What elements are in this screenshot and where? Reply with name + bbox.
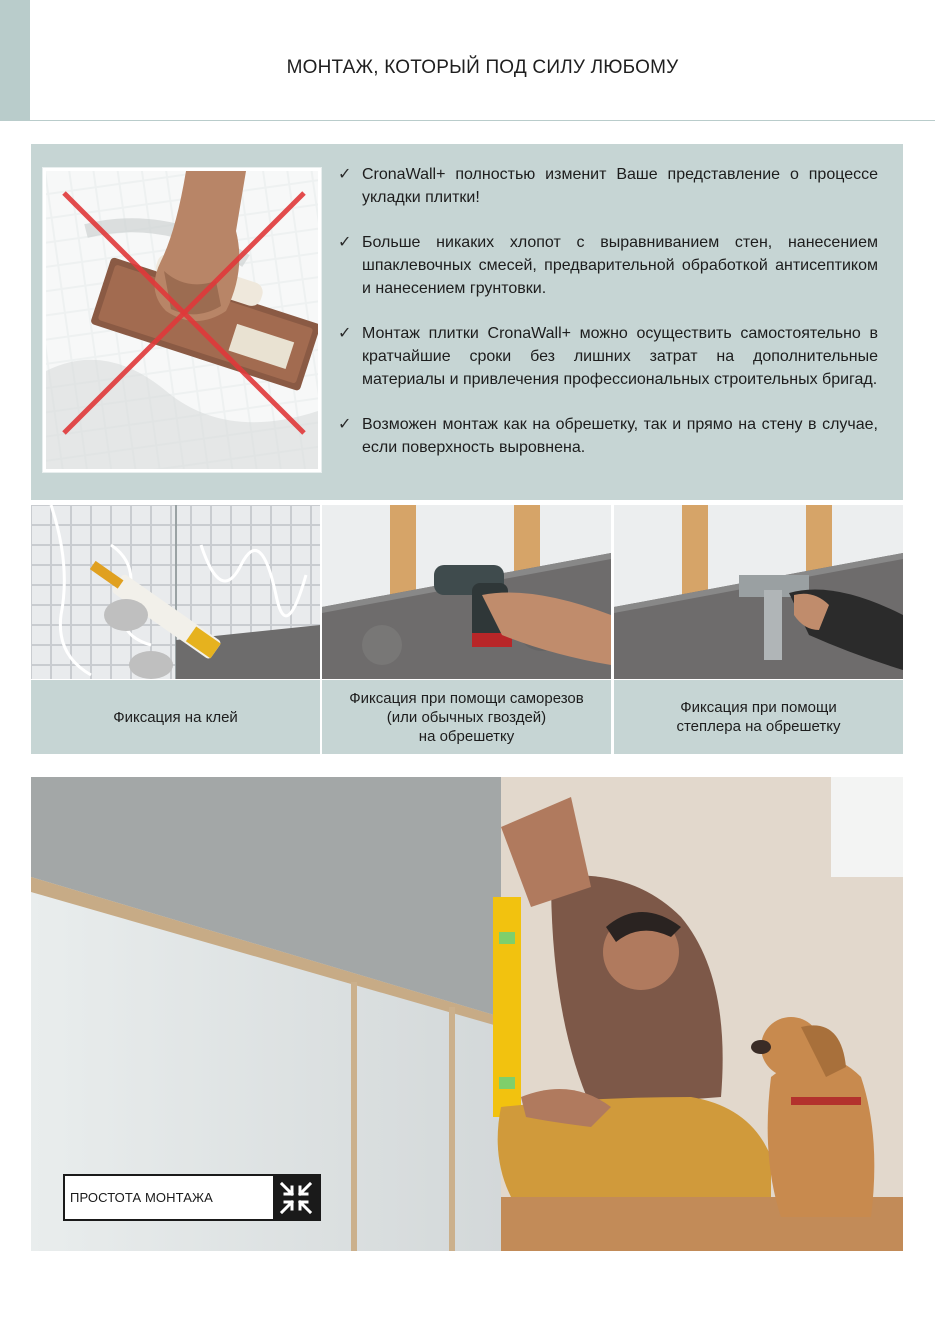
tiling-trowel-illustration [46, 171, 318, 469]
benefit-item: ✓ Монтаж плитки CronaWall+ можно осуществить самостоятельно в кратчайшие сроки без лишних затрат на дополнительные материалы и привлечения профессиональных строительных бригад. [338, 325, 878, 388]
installation-methods [31, 505, 903, 754]
benefit-item: ✓ Больше никаких хлопот с выравниванием стен, нанесением шпаклевочных смесей, предварительной обработкой антисептиком и нанесением грунтовки. [338, 234, 878, 297]
screws-method-photo [322, 505, 611, 679]
method-caption-stapler: Фиксация при помощи степлера на обрешетку [614, 680, 903, 754]
benefit-item: ✓ CronaWall+ полностью изменит Ваше представление о процессе укладки плитки! [338, 166, 878, 206]
check-icon: ✓ [338, 166, 352, 183]
left-accent-bar [0, 0, 30, 121]
header-divider [30, 120, 935, 121]
glue-method-photo [31, 505, 320, 679]
method-card-glue [31, 505, 320, 754]
check-icon: ✓ [338, 234, 352, 252]
stapler-method-photo [614, 505, 903, 679]
installer-hero-photo [31, 777, 903, 1251]
method-card-screws [322, 505, 611, 754]
method-card-stapler [614, 505, 903, 754]
page-title: МОНТАЖ, КОТОРЫЙ ПОД СИЛУ ЛЮБОМУ [286, 57, 679, 78]
compress-arrows-icon [273, 1176, 319, 1219]
ease-of-installation-badge [63, 1174, 321, 1221]
benefit-list [338, 164, 878, 482]
intro-panel [31, 144, 903, 500]
check-icon: ✓ [338, 416, 352, 434]
old-tiling-photo [43, 168, 321, 472]
method-caption-screws: Фиксация при помощи саморезов (или обычных гвоздей) на обрешетку [322, 680, 611, 754]
check-icon: ✓ [338, 325, 352, 343]
badge-label: ПРОСТОТА МОНТАЖА [70, 1190, 213, 1205]
benefit-item: ✓ Возможен монтаж как на обрешетку, так и прямо на стену в случае, если поверхность выровнена. [338, 416, 878, 456]
method-caption-glue: Фиксация на клей [31, 680, 320, 754]
